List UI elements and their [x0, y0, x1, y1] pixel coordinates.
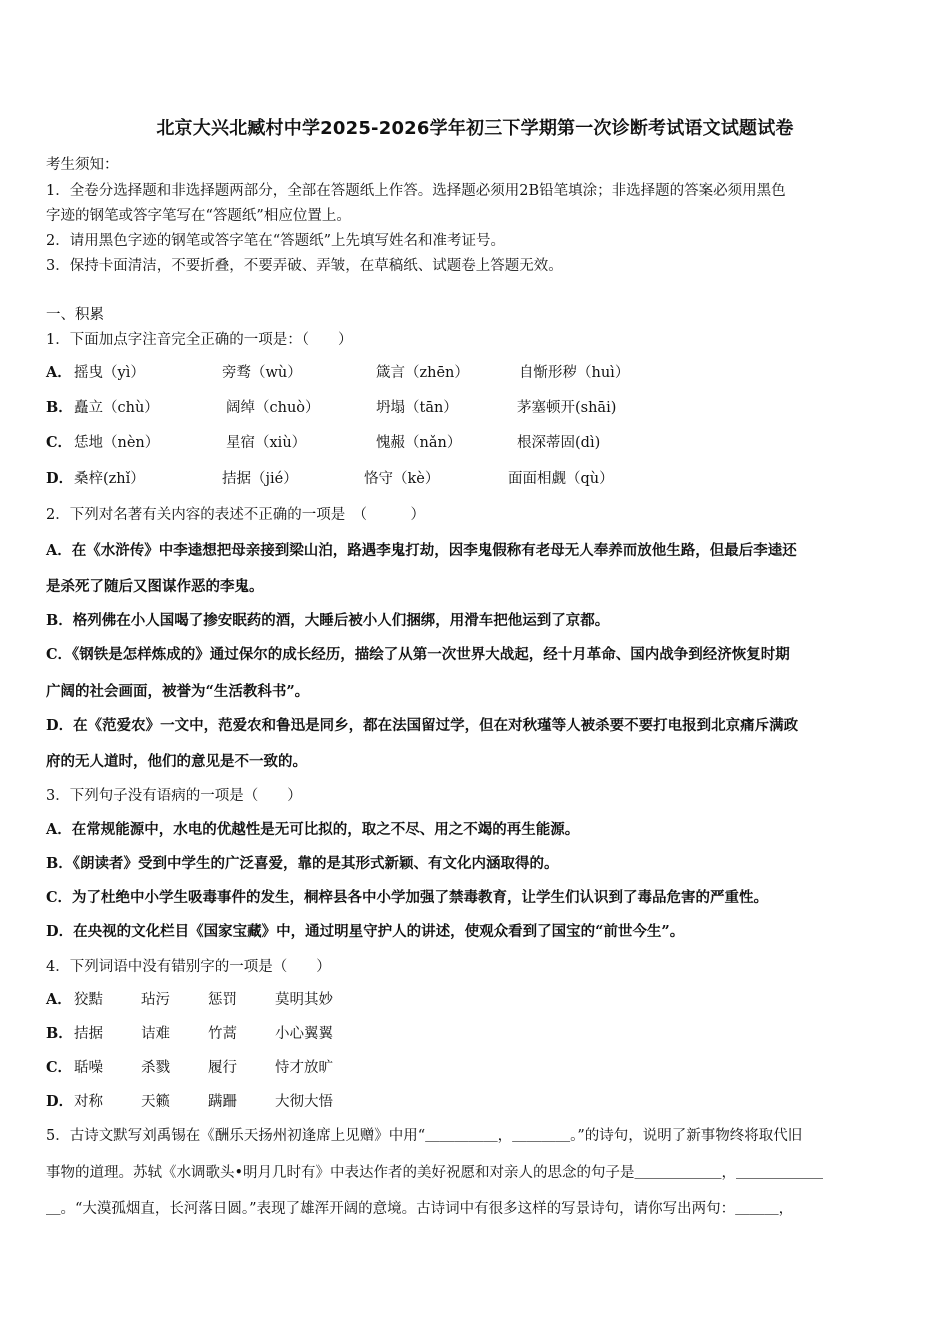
- q1-word: 旁骛（wù）: [222, 365, 302, 381]
- q2-option-a-cont: 是杀死了随后又图谋作恶的李鬼。: [46, 578, 264, 595]
- q4-word: 履行: [208, 1060, 237, 1076]
- q2-option-c: C．《钢铁是怎样炼成的》通过保尔的成长经历，描绘了从第一次世界大战起，经十月革命、国内战争到经济恢复时期: [46, 646, 790, 663]
- notice-item-1b: 字迹的钢笔或答字笔写在“答题纸”相应位置上。: [46, 208, 351, 224]
- q1-word: 茅塞顿开(shāi): [517, 400, 617, 416]
- q2-stem: 2．下列对名著有关内容的表述不正确的一项是 （ ）: [46, 507, 425, 523]
- q2-option-b: B．格列佛在小人国喝了掺安眠药的酒，大睡后被小人们捆绑，用滑车把他运到了京都。: [46, 612, 610, 629]
- q3-stem: 3．下列句子没有语病的一项是（ ）: [46, 788, 302, 804]
- q1-option-label: D．: [46, 470, 74, 487]
- q1-word: 恪守（kè）: [364, 471, 440, 487]
- exam-title: 北京大兴北臧村中学2025-2026学年初三下学期第一次诊断考试语文试题试卷: [156, 118, 794, 139]
- q2-option-d: D．在《范爱农》一文中，范爱农和鲁迅是同乡，都在法国留过学，但在对秋瑾等人被杀要不要打电报到北京痛斥满政: [46, 717, 799, 734]
- q4-word: 小心翼翼: [275, 1026, 333, 1042]
- q5-line-2: 事物的道理。苏轼《水调歌头•明月几时有》中表达作者的美好祝愿和对亲人的思念的句子是＿＿＿＿＿＿，＿＿＿＿＿＿: [46, 1165, 824, 1181]
- q3-option-b: B．《朗读者》受到中学生的广泛喜爱，靠的是其形式新颖、有文化内涵取得的。: [46, 855, 559, 872]
- q1-word: 愧赧（nǎn）: [376, 435, 462, 451]
- q1-option-label: C．: [46, 434, 73, 451]
- q5-line-1: 5．古诗文默写刘禹锡在《酬乐天扬州初逢席上见赠》中用“＿＿＿＿＿，＿＿＿＿。”的诗句，说明了新事物终将取代旧: [46, 1128, 803, 1144]
- q4-option-label: A．: [46, 991, 72, 1008]
- q4-option-label: D．: [46, 1093, 74, 1110]
- q4-word: 竹蒿: [208, 1026, 237, 1042]
- q2-option-c-cont: 广阔的社会画面，被誉为“生活教科书”。: [46, 683, 310, 700]
- q4-word: 莫明其妙: [275, 992, 333, 1008]
- q1-word: 摇曳（yì）: [74, 365, 145, 381]
- q2-option-a: A．在《水浒传》中李逵想把母亲接到梁山泊，路遇李鬼打劫，因李鬼假称有老母无人奉养而放他生路，但最后李逵还: [46, 542, 797, 559]
- q2-option-d-cont: 府的无人道时，他们的意见是不一致的。: [46, 753, 307, 770]
- q1-word: 面面相觑（qù）: [508, 471, 614, 487]
- notice-item-2: 2．请用黑色字迹的钢笔或答字笔在“答题纸”上先填写姓名和准考证号。: [46, 233, 506, 249]
- q1-word: 矗立（chù）: [74, 400, 159, 416]
- q1-word: 自惭形秽（huì）: [519, 365, 630, 381]
- section-heading: 一、积累: [46, 307, 104, 323]
- q1-option-label: A．: [46, 364, 72, 381]
- q1-word: 桑梓(zhǐ）: [74, 471, 145, 487]
- q3-option-c: C．为了杜绝中小学生吸毒事件的发生，桐梓县各中小学加强了禁毒教育，让学生们认识到了毒品危害的严重性。: [46, 889, 769, 906]
- q1-word: 星宿（xiù）: [226, 435, 307, 451]
- q1-word: 恁地（nèn）: [74, 435, 160, 451]
- q4-word: 诘难: [141, 1026, 170, 1042]
- q1-word: 根深蒂固(dì): [517, 435, 601, 451]
- q1-word: 箴言（zhēn）: [376, 365, 469, 381]
- q3-option-a: A．在常规能源中，水电的优越性是无可比拟的，取之不尽、用之不竭的再生能源。: [46, 821, 580, 838]
- q4-word: 聒噪: [74, 1060, 103, 1076]
- q4-word: 杀戮: [141, 1060, 170, 1076]
- q1-word: 拮据（jié）: [222, 471, 298, 487]
- q1-word: 阔绰（chuò）: [226, 400, 320, 416]
- q4-word: 对称: [74, 1094, 103, 1110]
- q1-option-label: B．: [46, 399, 73, 416]
- q4-word: 玷污: [141, 992, 170, 1008]
- q4-word: 惩罚: [208, 992, 237, 1008]
- q4-word: 天籁: [141, 1094, 170, 1110]
- q4-word: 恃才放旷: [275, 1060, 333, 1076]
- q4-word: 狡黠: [74, 992, 103, 1008]
- q4-word: 拮据: [74, 1026, 103, 1042]
- q1-stem: 1．下面加点字注音完全正确的一项是：（ ）: [46, 332, 353, 348]
- notice-heading: 考生须知：: [46, 157, 119, 173]
- q1-word: 坍塌（tān）: [376, 400, 458, 416]
- q3-option-d: D．在央视的文化栏目《国家宝藏》中，通过明星守护人的讲述，使观众看到了国宝的“前世今生”。: [46, 923, 685, 940]
- q4-word: 大彻大悟: [275, 1094, 333, 1110]
- notice-item-1a: 1．全卷分选择题和非选择题两部分，全部在答题纸上作答。选择题必须用2B铅笔填涂；非选择题的答案必须用黑色: [46, 183, 786, 199]
- q4-option-label: C．: [46, 1059, 73, 1076]
- q4-stem: 4．下列词语中没有错别字的一项是（ ）: [46, 959, 331, 975]
- q5-line-3: ＿。“大漠孤烟直，长河落日圆。”表现了雄浑开阔的意境。古诗词中有很多这样的写景诗句，请你写出两句：＿＿＿，: [46, 1201, 794, 1217]
- q4-word: 蹒跚: [208, 1094, 237, 1110]
- notice-item-3: 3．保持卡面清洁，不要折叠，不要弄破、弄皱，在草稿纸、试题卷上答题无效。: [46, 258, 563, 274]
- q4-option-label: B．: [46, 1025, 73, 1042]
